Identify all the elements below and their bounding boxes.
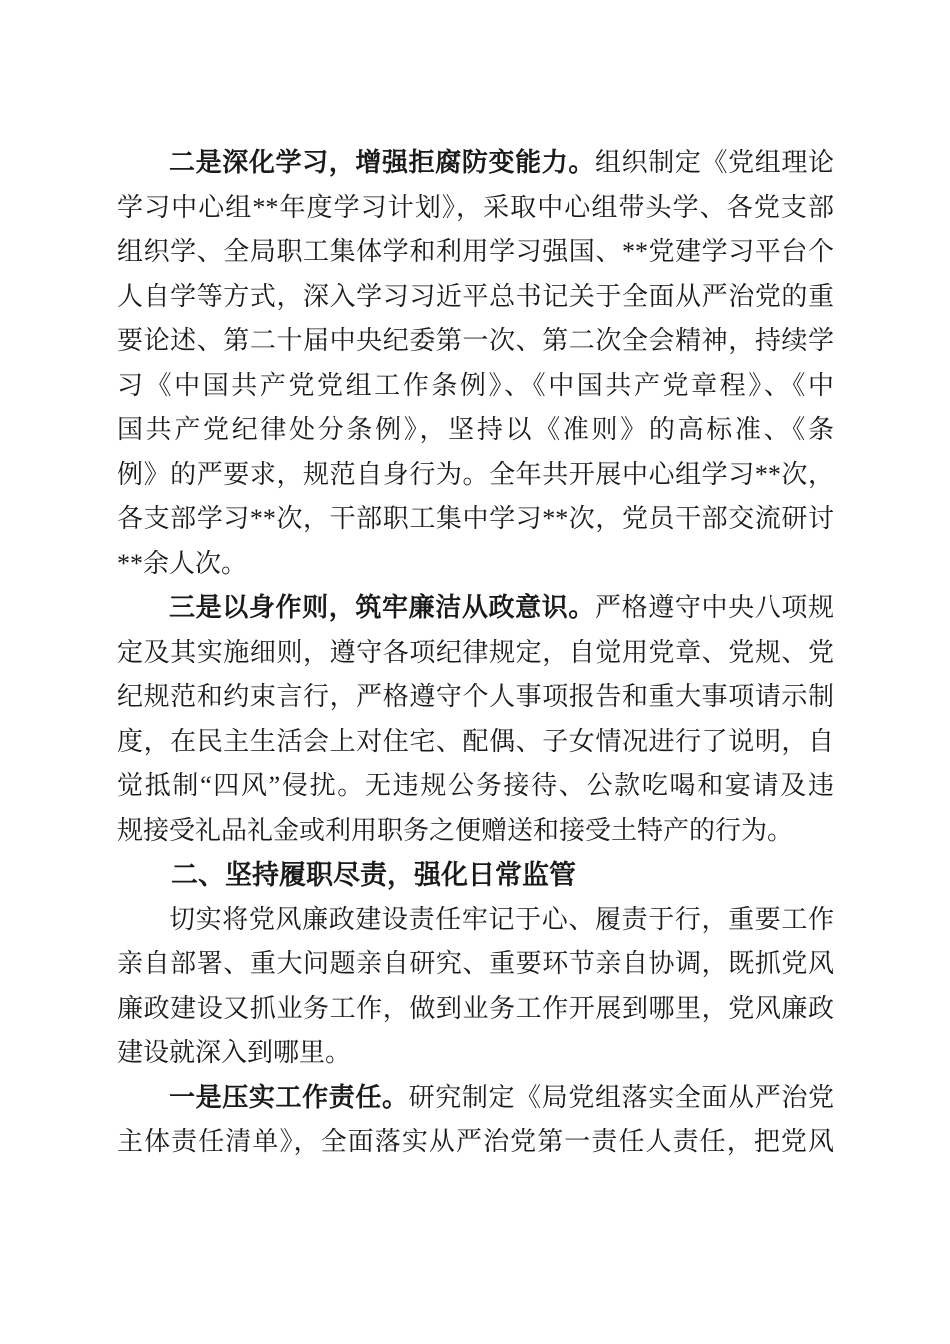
text-run: 规接受礼品礼金或利用职务之便赠送和接受土特产的行为。 (117, 815, 794, 845)
text-run: 切实将党风廉政建设责任牢记于心、履责于行，重要工作 (169, 904, 834, 934)
text-line (117, 453, 834, 498)
text-run: 度，在民主生活会上对住宅、配偶、子女情况进行了说明，自 (117, 726, 834, 756)
text-run: 学习中心组**年度学习计划》，采取中心组带头学、各党支部 (117, 192, 834, 222)
text-run: 例》的严要求，规范自身行为。全年共开展中心组学习**次， (117, 459, 834, 489)
paragraph (117, 1076, 834, 1165)
text-run: 廉政建设又抓业务工作，做到业务工作开展到哪里，党风廉政 (117, 993, 834, 1023)
text-run: 严格遵守中央八项规 (594, 593, 834, 622)
text-line (117, 408, 834, 453)
text-run: 纪规范和约束言行，严格遵守个人事项报告和重大事项请示制 (117, 682, 834, 711)
text-line (117, 542, 834, 587)
text-run: 主体责任清单》，全面落实从严治党第一责任人责任，把党风 (117, 1127, 834, 1156)
text-line (117, 364, 834, 409)
text-line (117, 720, 834, 765)
text-line (117, 1120, 834, 1165)
text-run: 人自学等方式，深入学习习近平总书记关于全面从严治党的重 (117, 281, 834, 311)
bold-run: 三是以身作则，筑牢廉洁从政意识。 (169, 593, 595, 622)
bold-run: 一是压实工作责任。 (169, 1082, 409, 1112)
text-line (117, 586, 834, 631)
paragraph (117, 141, 834, 586)
text-run: 组织制定《党组理论 (594, 148, 834, 177)
text-line (117, 230, 834, 275)
text-line (117, 1076, 834, 1121)
text-line (117, 942, 834, 987)
paragraph (117, 586, 834, 853)
text-run: 建设就深入到哪里。 (117, 1038, 352, 1067)
text-line (117, 898, 834, 943)
text-line (117, 1031, 834, 1076)
text-line (117, 764, 834, 809)
text-line (117, 275, 834, 320)
text-run: 觉抵制“四风”侵扰。无违规公务接待、公款吃喝和宴请及违 (117, 771, 834, 800)
paragraph (117, 898, 834, 1076)
text-line (117, 497, 834, 542)
text-run: 习《中国共产党党组工作条例》、《中国共产党章程》、《中 (117, 370, 834, 400)
text-line (117, 853, 834, 898)
bold-run: 二、坚持履职尽责，强化日常监管 (171, 860, 576, 890)
text-line (117, 675, 834, 720)
bold-run: 二是深化学习，增强拒腐防变能力。 (169, 148, 595, 177)
text-run: 国共产党纪律处分条例》，坚持以《准则》的高标准、《条 (117, 415, 834, 444)
text-run: 各支部学习**次，干部职工集中学习**次，党员干部交流研讨 (117, 504, 834, 533)
text-run: 要论述、第二十届中央纪委第一次、第二次全会精神，持续学 (117, 326, 834, 355)
section-heading (117, 853, 834, 898)
text-run: 亲自部署、重大问题亲自研究、重要环节亲自协调，既抓党风 (117, 949, 834, 978)
text-line (117, 319, 834, 364)
text-line (117, 141, 834, 186)
text-run: 研究制定《局党组落实全面从严治党 (408, 1082, 834, 1112)
text-run: 定及其实施细则，遵守各项纪律规定，自觉用党章、党规、党 (117, 637, 834, 667)
text-run: 组织学、全局职工集体学和利用学习强国、**党建学习平台个 (117, 237, 834, 266)
text-line (117, 809, 834, 854)
text-line (117, 631, 834, 676)
text-line (117, 186, 834, 231)
text-line (117, 987, 834, 1032)
text-run: **余人次。 (117, 548, 248, 578)
